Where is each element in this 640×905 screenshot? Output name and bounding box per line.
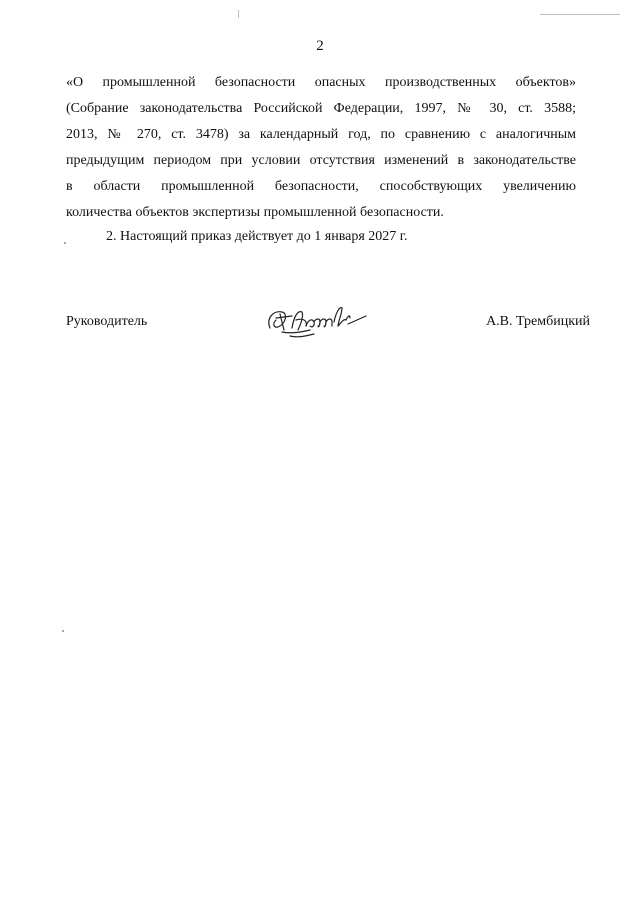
signature-block [66,310,590,350]
paragraph-1-line: в области промышленной безопасности, способствующих увеличению [66,179,576,194]
paragraph-1-line: количества объектов экспертизы промышленной безопасности. [66,205,444,220]
paragraph-1-line: (Собрание законодательства Российской Федерации, 1997, № 30, ст. 3588; [66,101,576,116]
scan-edge-mark [540,14,620,15]
paragraph-1 [66,70,576,226]
paragraph-1-line: 2013, № 270, ст. 3478) за календарный год, по сравнению с аналогичным [66,127,576,142]
page-number: 2 [316,38,324,54]
scan-speck [64,242,66,244]
signer-name: А.В. Трембицкий [486,314,590,329]
paragraph-1-line: предыдущим периодом при условии отсутствия изменений в законодательстве [66,153,576,168]
scan-edge-mark [238,10,239,18]
handwritten-signature [262,300,372,344]
signer-title: Руководитель [66,314,148,329]
paragraph-1-line: «О промышленной безопасности опасных производственных объектов» [66,75,576,90]
paragraph-2: 2. Настоящий приказ действует до 1 января 2027 г. [106,229,408,244]
scan-speck [62,630,64,632]
